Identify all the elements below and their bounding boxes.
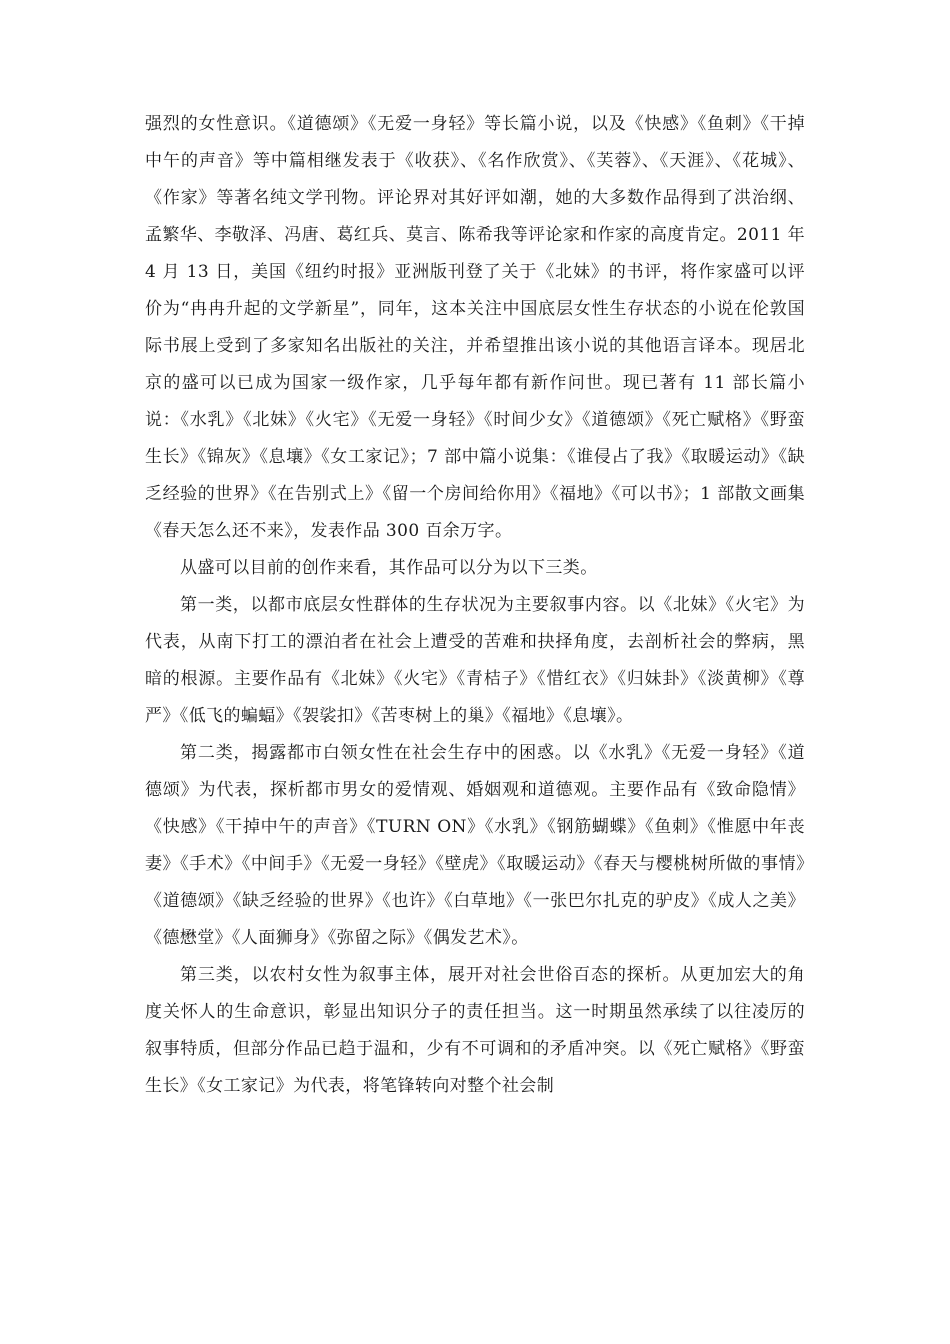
- paragraph-category-two: 第二类，揭露都市白领女性在社会生存中的困惑。以《水乳》《无爱一身轻》《道德颂》为代表，探析都市男女的爱情观、婚姻观和道德观。主要作品有《致命隐情》《快感》《干掉中午的声音》《TURN ON》《水乳》《钢筋蝴蝶》《鱼刺》《惟愿中年丧妻》《手术》《中间手》《无爱一身轻》《壁虎》《取暖运动》《春天与樱桃树所做的事情》《道德颂》《缺乏经验的世界》《也许》《白草地》《一张巴尔扎克的驴皮》《成人之美》《德懋堂》《人面狮身》《弥留之际》《偶发艺术》。: [145, 743, 805, 948]
- paragraph-classification-intro: 从盛可以目前的创作来看，其作品可以分为以下三类。: [180, 558, 598, 578]
- paragraph-author-works-overview: 强烈的女性意识。《道德颂》《无爱一身轻》等长篇小说，以及《快感》《鱼刺》《干掉中午的声音》等中篇相继发表于《收获》、《名作欣赏》、《芙蓉》、《天涯》、《花城》、《作家》等著名纯文学刊物。评论界对其好评如潮，她的大多数作品得到了洪治纲、孟繁华、李敬泽、冯唐、葛红兵、莫言、陈希我等评论家和作家的高度肯定。2011 年 4 月 13 日，美国《纽约时报》亚洲版刊登了关于《北妹》的书评，将作家盛可以评价为“冉冉升起的文学新星”，同年，这本关注中国底层女性生存状态的小说在伦敦国际书展上受到了多家知名出版社的关注，并希望推出该小说的其他语言译本。现居北京的盛可以已成为国家一级作家，几乎每年都有新作问世。现已著有 11 部长篇小说：《水乳》《北妹》《火宅》《无爱一身轻》《时间少女》《道德颂》《死亡赋格》《野蛮生长》《锦灰》《息壤》《女工家记》；7 部中篇小说集：《谁侵占了我》《取暖运动》《缺乏经验的世界》《在告别式上》《留一个房间给你用》《福地》《可以书》；1 部散文画集《春天怎么还不来》，发表作品 300 百余万字。: [145, 114, 805, 541]
- paragraph-category-one: 第一类，以都市底层女性群体的生存状况为主要叙事内容。以《北妹》《火宅》为代表，从南下打工的漂泊者在社会上遭受的苦难和抉择角度，去剖析社会的弊病，黑暗的根源。主要作品有《北妹》《火宅》《青桔子》《惜红衣》《归妹卦》《淡黄柳》《尊严》《低飞的蝙蝠》《袈裟扣》《苦枣树上的巢》《福地》《息壤》。: [145, 595, 805, 726]
- document-body: [145, 106, 805, 1105]
- paragraph-category-three: 第三类，以农村女性为叙事主体，展开对社会世俗百态的探析。从更加宏大的角度关怀人的生命意识，彰显出知识分子的责任担当。这一时期虽然承续了以往凌厉的叙事特质，但部分作品已趋于温和，少有不可调和的矛盾冲突。以《死亡赋格》《野蛮生长》《女工家记》为代表，将笔锋转向对整个社会制: [145, 965, 805, 1096]
